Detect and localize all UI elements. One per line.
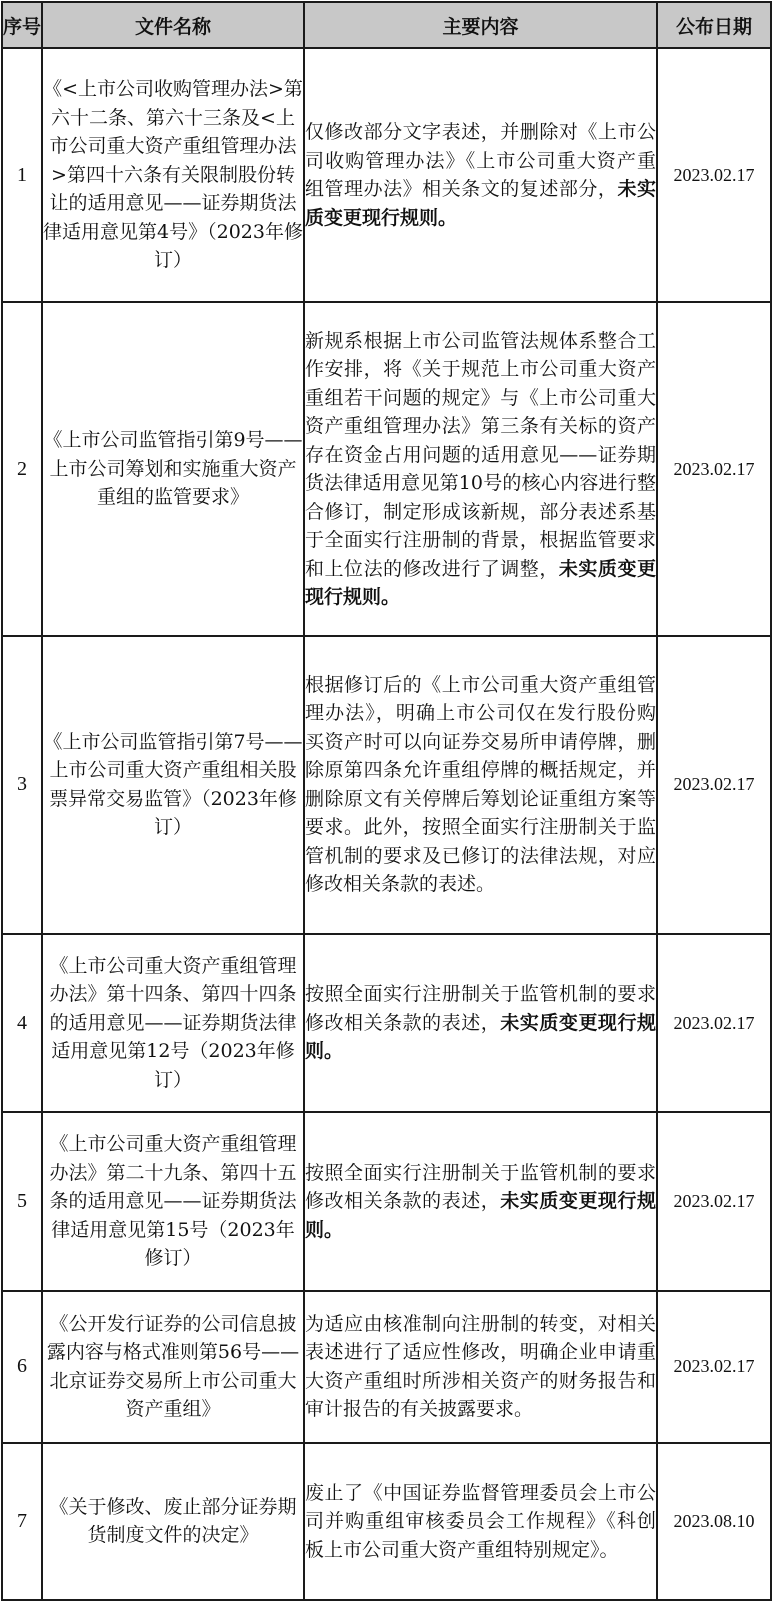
row-number: 5 bbox=[2, 1112, 42, 1290]
main-content bbox=[304, 1443, 657, 1600]
table-row bbox=[2, 1443, 771, 1600]
main-content bbox=[304, 934, 657, 1112]
regulation-table bbox=[1, 1, 772, 1601]
main-content bbox=[304, 1112, 657, 1290]
main-content bbox=[304, 302, 657, 635]
document-name: 《上市公司重大资产重组管理办法》第十四条、第四十四条的适用意见——证券期货法律适用意见第12号（2023年修订） bbox=[42, 934, 304, 1112]
main-content bbox=[304, 636, 657, 934]
header-date: 公布日期 bbox=[657, 2, 771, 48]
main-content bbox=[304, 48, 657, 302]
content-text: 新规系根据上市公司监管法规体系整合工作安排，将《关于规范上市公司重大资产重组若干问题的规定》与《上市公司重大资产重组管理办法》第三条有关标的资产存在资金占用问题的适用意见——证券期货法律适用意见第10号的核心内容进行整合修订，制定形成该新规，部分表述系基于全面实行注册制的背景，根据监管要求和上位法的修改进行了调整， bbox=[305, 329, 656, 580]
table-row bbox=[2, 934, 771, 1112]
publish-date: 2023.02.17 bbox=[657, 934, 771, 1112]
row-number: 4 bbox=[2, 934, 42, 1112]
table-row bbox=[2, 48, 771, 302]
document-name: 《<上市公司收购管理办法>第六十二条、第六十三条及<上市公司重大资产重组管理办法>第四十六条有关限制股份转让的适用意见——证券期货法律适用意见第4号》（2023年修订） bbox=[42, 48, 304, 302]
content-text: 为适应由核准制向注册制的转变，对相关表述进行了适应性修改，明确企业申请重大资产重组时所涉相关资产的财务报告和审计报告的有关披露要求。 bbox=[305, 1312, 656, 1421]
publish-date: 2023.02.17 bbox=[657, 1112, 771, 1290]
publish-date: 2023.02.17 bbox=[657, 48, 771, 302]
header-name: 文件名称 bbox=[42, 2, 304, 48]
table-row bbox=[2, 1112, 771, 1290]
header-content: 主要内容 bbox=[304, 2, 657, 48]
table-row bbox=[2, 302, 771, 635]
publish-date: 2023.02.17 bbox=[657, 636, 771, 934]
row-number: 2 bbox=[2, 302, 42, 635]
row-number: 3 bbox=[2, 636, 42, 934]
content-text: 根据修订后的《上市公司重大资产重组管理办法》，明确上市公司仅在发行股份购买资产时可以向证券交易所申请停牌，删除原第四条允许重组停牌的概括规定，并删除原文有关停牌后筹划论证重组方案等要求。此外，按照全面实行注册制关于监管机制的要求及已修订的法律法规，对应修改相关条款的表述。 bbox=[305, 673, 656, 896]
row-number: 7 bbox=[2, 1443, 42, 1600]
document-name: 《上市公司监管指引第7号——上市公司重大资产重组相关股票异常交易监管》（2023年修订） bbox=[42, 636, 304, 934]
publish-date: 2023.02.17 bbox=[657, 1291, 771, 1443]
content-emphasis: 未实质变更现行规则。 bbox=[305, 1011, 656, 1063]
content-text: 按照全面实行注册制关于监管机制的要求修改相关条款的表述， bbox=[305, 983, 656, 1034]
row-number: 1 bbox=[2, 48, 42, 302]
content-emphasis: 未实质变更现行规则。 bbox=[305, 178, 656, 229]
content-emphasis: 未实质变更现行规则。 bbox=[305, 1190, 656, 1241]
header-no: 序号 bbox=[2, 2, 42, 48]
table-row bbox=[2, 1291, 771, 1443]
header-row bbox=[2, 2, 771, 48]
document-name: 《关于修改、废止部分证券期货制度文件的决定》 bbox=[42, 1443, 304, 1600]
main-content bbox=[304, 1291, 657, 1443]
content-text: 废止了《中国证券监督管理委员会上市公司并购重组审核委员会工作规程》《科创板上市公司重大资产重组特别规定》。 bbox=[305, 1481, 656, 1561]
document-name: 《上市公司重大资产重组管理办法》第二十九条、第四十五条的适用意见——证券期货法律适用意见第15号（2023年修订） bbox=[42, 1112, 304, 1290]
row-number: 6 bbox=[2, 1291, 42, 1443]
table-row bbox=[2, 636, 771, 934]
content-text: 按照全面实行注册制关于监管机制的要求修改相关条款的表述， bbox=[305, 1161, 656, 1213]
document-name: 《上市公司监管指引第9号——上市公司筹划和实施重大资产重组的监管要求》 bbox=[42, 302, 304, 635]
document-name: 《公开发行证券的公司信息披露内容与格式准则第56号——北京证券交易所上市公司重大资产重组》 bbox=[42, 1291, 304, 1443]
content-emphasis: 未实质变更现行规则。 bbox=[305, 557, 656, 609]
publish-date: 2023.02.17 bbox=[657, 302, 771, 635]
content-text: 仅修改部分文字表述，并删除对《上市公司收购管理办法》《上市公司重大资产重组管理办法》相关条文的复述部分， bbox=[305, 121, 656, 201]
publish-date: 2023.08.10 bbox=[657, 1443, 771, 1600]
